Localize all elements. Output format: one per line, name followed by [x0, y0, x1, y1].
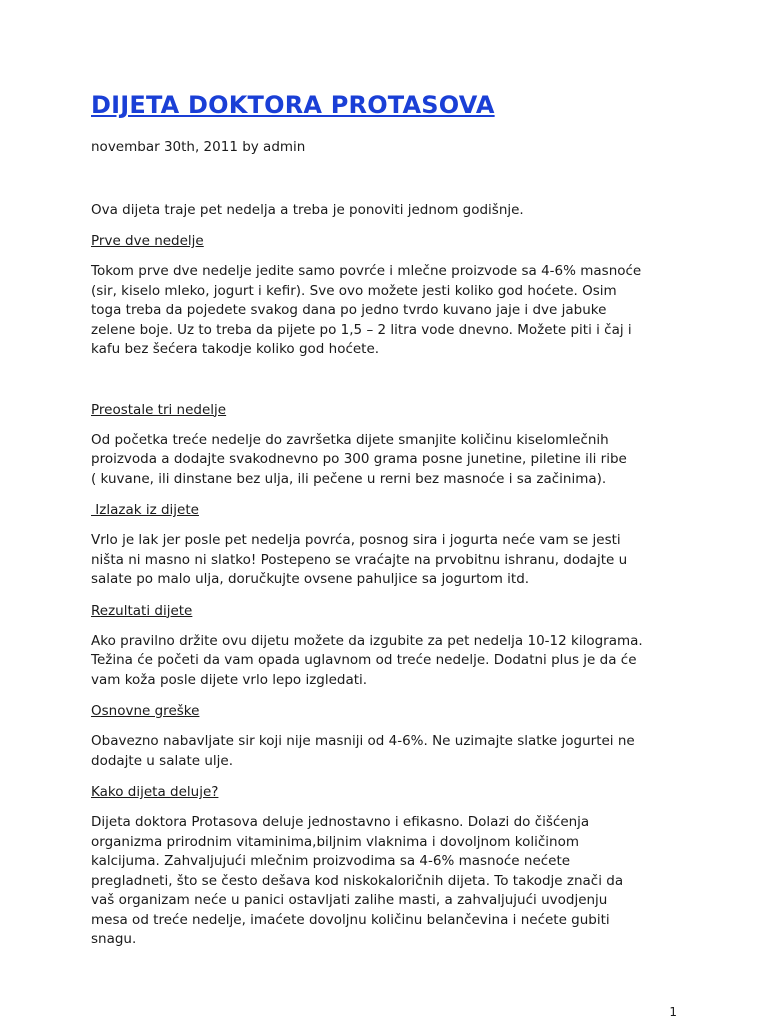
section-heading-kako-dijeta-deluje: Kako dijeta deluje? — [91, 784, 219, 800]
section-heading-preostale-tri-nedelje: Preostale tri nedelje — [91, 401, 227, 418]
page-number: 1 — [669, 1005, 677, 1019]
post-meta: novembar 30th, 2011 by admin — [91, 139, 306, 155]
section-body-rezultati-dijete: Ako pravilno držite ovu dijetu možete da izgubite za pet nedelja 10-12 kilograma. Težina će početi da vam opada uglavnom od treće nedelje. Dodatni plus je da će vam koža posle dijete vrlo lepo izgledati. — [91, 632, 643, 688]
section-heading-osnovne-greske: Osnovne greške — [91, 703, 200, 719]
section-heading-izlazak-iz-dijete: Izlazak iz dijete — [91, 502, 199, 518]
section-body-osnovne-greske: Obavezno nabavljate sir koji nije masniji od 4-6%. Ne uzimajte slatke jogurtei ne dodajte u salate ulje. — [91, 733, 635, 769]
intro-paragraph: Ova dijeta traje pet nedelja a treba je ponoviti jednom godišnje. — [91, 202, 524, 218]
section-body-prve-dve-nedelje: Tokom prve dve nedelje jedite samo povrće i mlečne proizvode sa 4-6% masnoće (sir, kiselo mleko, jogurt i kefir). Sve ovo možete jesti koliko god hoćete. Osim toga treba da pojedete svakog dana po jedno tvrdo kuvano jaje i dve jabuke zelene boje. Uz to treba da pijete po 1,5 – 2 litra vode dnevno. Možete piti i čaj i kafu bez šećera takodje koliko god hoćete. — [91, 263, 642, 357]
section-body-preostale-tri-nedelje: Od početka treće nedelje do završetka dijete smanjite količinu kiselomlečnih proizvoda a dodajte svakodnevno po 300 grama posne junetine, piletine ili ribe ( kuvane, ili dinstane bez ulja, ili pečene u rerni bez masnoće i sa začinima). — [91, 431, 627, 487]
document-page — [91, 88, 691, 950]
section-body-kako-dijeta-deluje: Dijeta doktora Protasova deluje jednostavno i efikasno. Dolazi do čišćenja organizma prirodnim vitaminima,biljnim vlaknima i dovoljnom količinom kalcijuma. Zahvaljujući mlečnim proizvodima sa 4-6% masnoće nećete pregladneti, što se često dešava kod niskokaloričnih dijeta. To takodje znači da vaš organizam neće u panici ostavljati zalihe masti, a zahvaljujući uvodjenju mesa od treće nedelje, imaćete dovoljnu količinu belančevina i nećete gubiti snagu. — [91, 814, 624, 947]
document-title: DIJETA DOKTORA PROTASOVA — [91, 91, 495, 119]
section-heading-prve-dve-nedelje: Prve dve nedelje — [91, 233, 204, 249]
section-body-izlazak-iz-dijete: Vrlo je lak jer posle pet nedelja povrća, posnog sira i jogurta neće vam se jesti ništa ni masno ni slatko! Postepeno se vraćajte na prvobitnu ishranu, dodajte u salate po malo ulja, doručkujte ovsene pahuljice sa jogurtom itd. — [91, 532, 628, 587]
section-heading-rezultati-dijete: Rezultati dijete — [91, 602, 193, 619]
